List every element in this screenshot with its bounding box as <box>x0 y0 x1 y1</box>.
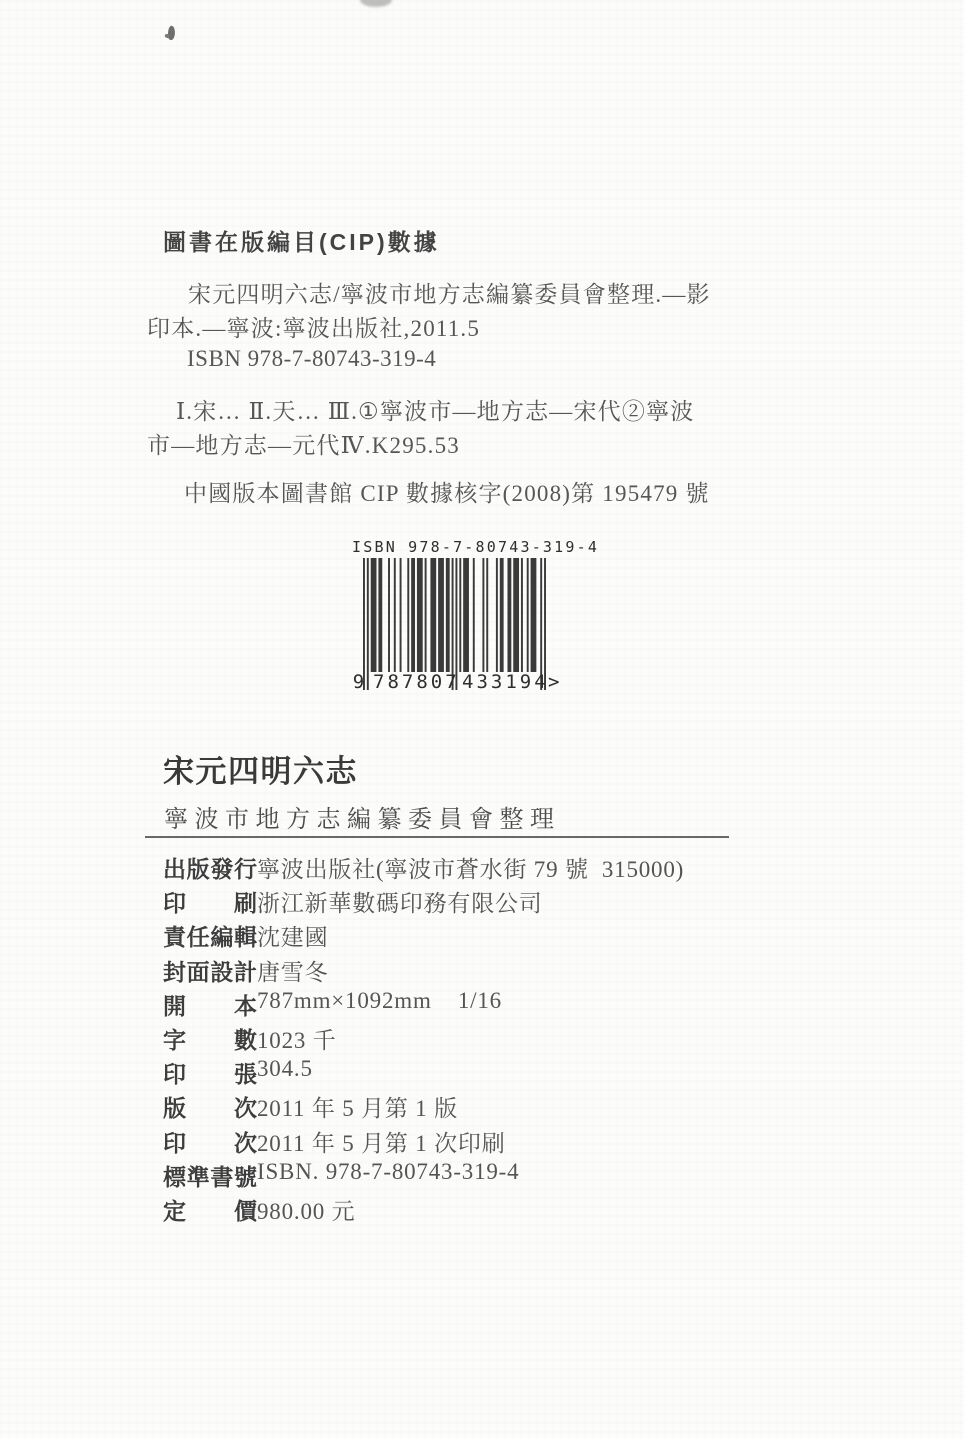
colophon-row <box>163 1090 803 1124</box>
isbn-barcode-block <box>352 538 600 700</box>
colophon-row-label: 印刷 <box>163 890 257 917</box>
colophon-row-label: 封面設計 <box>163 958 257 985</box>
colophon-row <box>163 1056 803 1090</box>
cip-entry-line1: 宋元四明六志/寧波市地方志編纂委員會整理.—影 <box>188 282 711 307</box>
colophon-row <box>163 919 803 953</box>
cip-heading: 圖書在版編目(CIP)數據 <box>163 229 440 255</box>
colophon-row <box>163 1193 803 1227</box>
cip-isbn-line: ISBN 978-7-80743-319-4 <box>187 346 437 371</box>
colophon-row-label: 印張 <box>163 1061 257 1088</box>
colophon-row-value: 1023 千 <box>257 1027 337 1053</box>
colophon-row-label: 標準書號 <box>163 1163 257 1190</box>
ink-speck-artifact <box>167 25 175 41</box>
colophon-row-value: 2011 年 5 月第 1 次印刷 <box>257 1130 506 1156</box>
barcode-first-digit: 9 <box>352 671 365 693</box>
cip-record-number-line: 中國版本圖書館 CIP 數據核字(2008)第 195479 號 <box>184 481 710 506</box>
colophon-row-value: 寧波出版社(寧波市蒼水街 79 號 315000) <box>257 857 685 882</box>
colophon-row-label: 開本 <box>163 992 257 1019</box>
colophon-row-label: 定價 <box>163 1197 257 1224</box>
barcode-isbn-text: ISBN 978-7-80743-319-4 <box>352 538 600 556</box>
cip-entry-line2: 印本.—寧波:寧波出版社,2011.5 <box>147 316 481 341</box>
colophon-row-value: 787mm×1092mm 1/16 <box>257 987 502 1013</box>
colophon-table <box>163 851 803 1227</box>
horizontal-rule <box>145 836 729 838</box>
colophon-row <box>163 1159 803 1193</box>
colophon-row-value: 浙江新華數碼印務有限公司 <box>257 891 543 917</box>
book-subtitle: 寧波市地方志編纂委員會整理 <box>164 807 561 833</box>
colophon-row-value: 304.5 <box>257 1056 313 1082</box>
colophon-row <box>163 885 803 919</box>
barcode-quiet-zone-mark: > <box>548 671 560 693</box>
book-title: 宋元四明六志 <box>163 754 358 789</box>
colophon-row <box>163 851 803 885</box>
barcode-right-digits: 433194 <box>462 671 549 693</box>
colophon-row-label: 出版發行 <box>163 856 257 882</box>
cip-classification-line2: 市—地方志—元代Ⅳ.K295.53 <box>147 433 460 458</box>
barcode-left-digits: 787807 <box>373 671 460 693</box>
colophon-row-label: 版次 <box>163 1095 257 1122</box>
colophon-row-label: 印次 <box>163 1129 257 1156</box>
colophon-row <box>163 954 803 988</box>
colophon-row-value: 2011 年 5 月第 1 版 <box>257 1096 458 1122</box>
colophon-row <box>163 1022 803 1056</box>
colophon-row <box>163 1125 803 1159</box>
colophon-row-label: 責任編輯 <box>163 924 257 951</box>
colophon-row-value: ISBN. 978-7-80743-319-4 <box>257 1158 520 1184</box>
colophon-row-label: 字數 <box>163 1026 257 1053</box>
cip-classification-line1: Ⅰ.宋… Ⅱ.天… Ⅲ.①寧波市—地方志—宋代②寧波 <box>176 399 695 424</box>
scan-smudge-artifact <box>360 0 392 7</box>
colophon-row <box>163 988 803 1022</box>
colophon-row-value: 沈建國 <box>257 925 329 951</box>
colophon-row-value: 唐雪冬 <box>257 959 329 985</box>
colophon-row-value: 980.00 元 <box>257 1198 356 1224</box>
